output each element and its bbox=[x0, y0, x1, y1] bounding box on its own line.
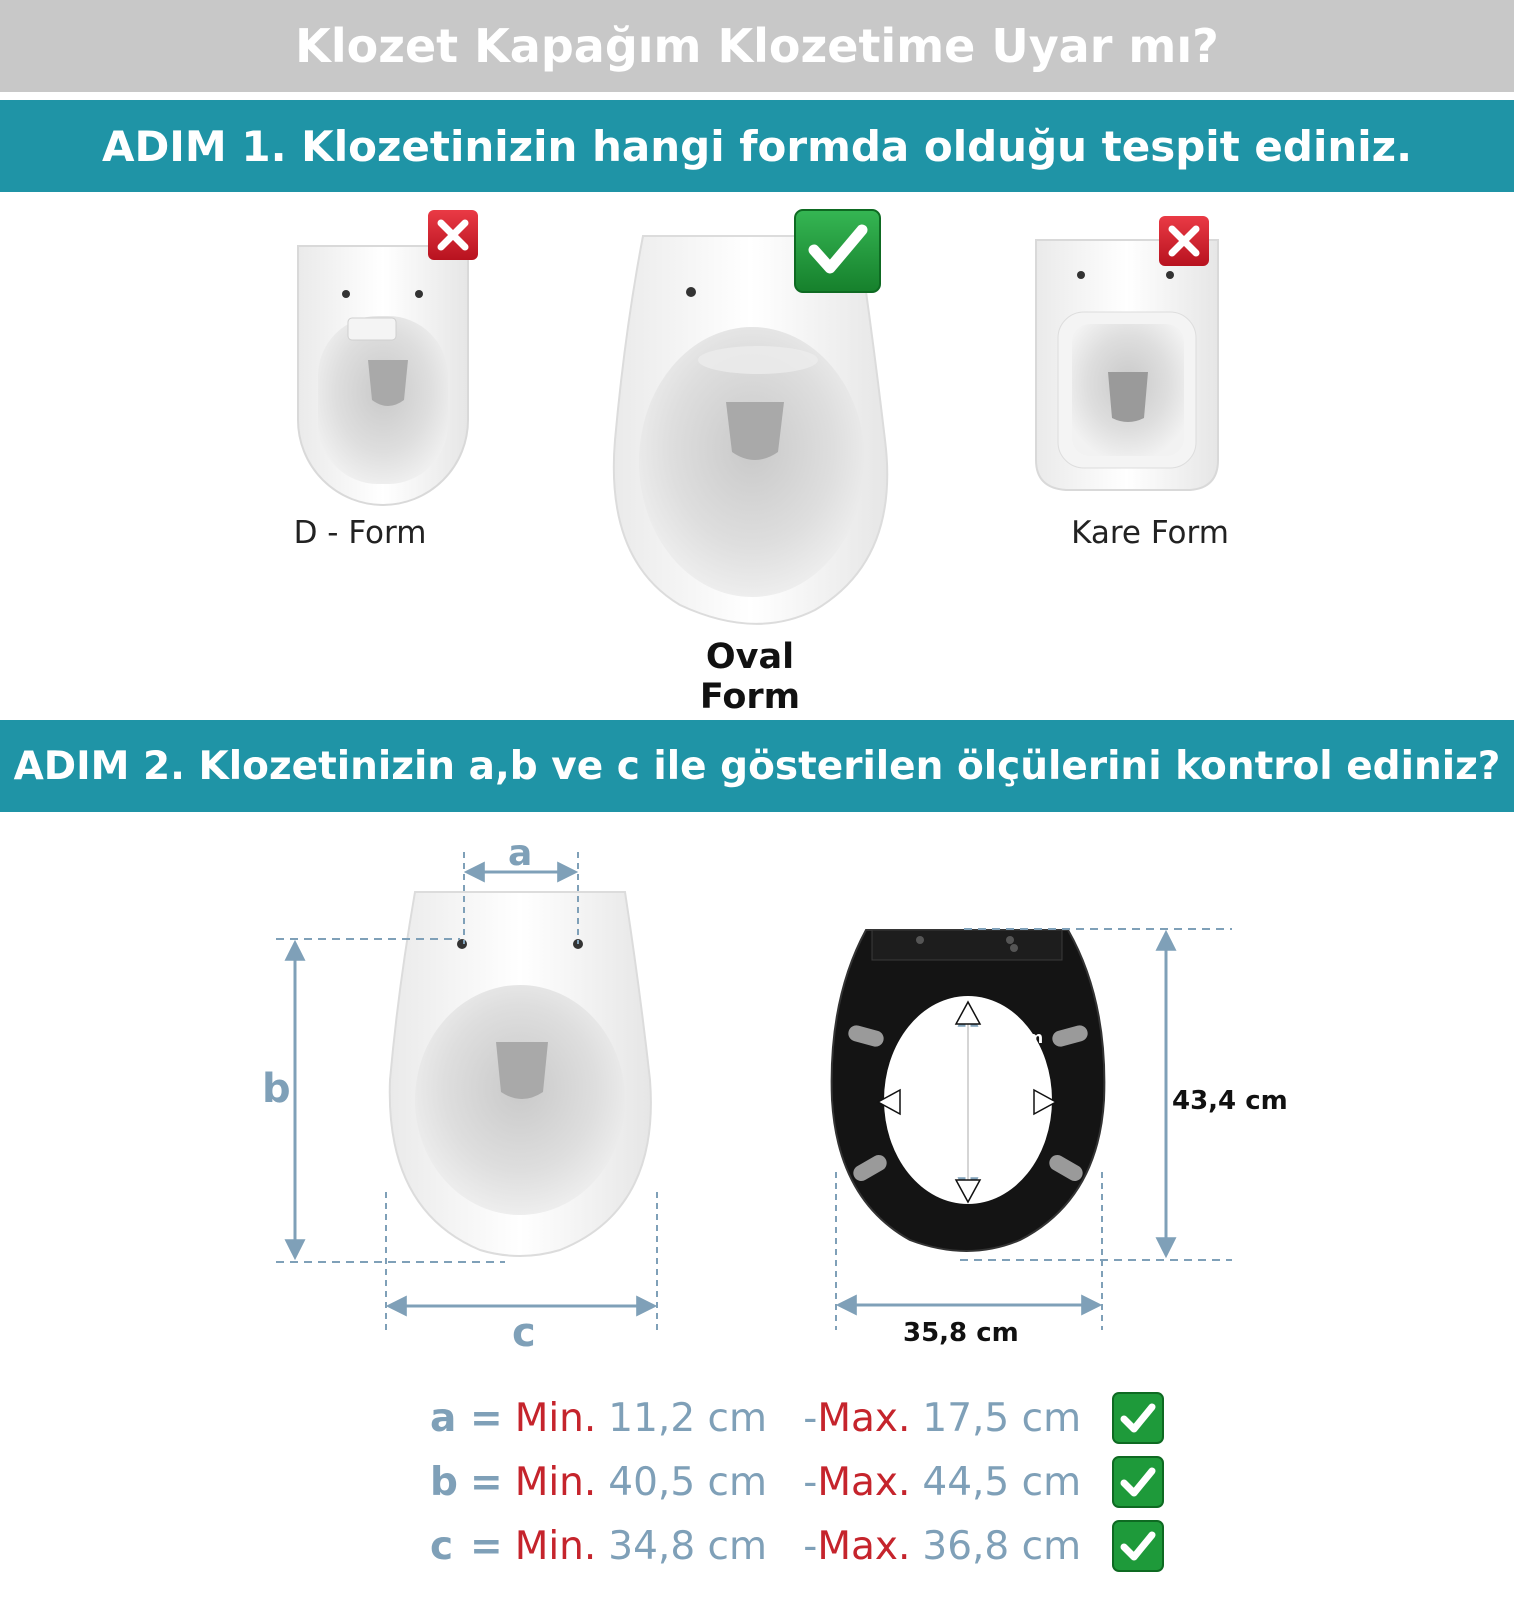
spec-dash: - bbox=[803, 1395, 818, 1441]
spec-var: c bbox=[430, 1523, 454, 1569]
spec-min-label: Min. bbox=[514, 1523, 597, 1569]
spec-min-value: 40,5 cm bbox=[608, 1459, 767, 1505]
spec-var: a bbox=[430, 1395, 457, 1441]
page-title: Klozet Kapağım Klozetime Uyar mı? bbox=[0, 0, 1514, 92]
spec-max-label: Max. bbox=[817, 1523, 911, 1569]
spec-row-c bbox=[430, 1516, 1081, 1576]
spec-var: b bbox=[430, 1459, 458, 1505]
oval-form-label: Oval Form bbox=[699, 637, 801, 717]
spec-max-label: Max. bbox=[817, 1459, 911, 1505]
spec-min-value: 34,8 cm bbox=[608, 1523, 767, 1569]
step2-heading: ADIM 2. Klozetinizin a,b ve c ile gösterilen ölçülerini kontrol ediniz? bbox=[0, 720, 1514, 812]
check-icon bbox=[1112, 1392, 1164, 1444]
dim-label-a: a bbox=[508, 833, 533, 874]
step1-heading: ADIM 1. Klozetinizin hangi formda olduğu tespit ediniz. bbox=[0, 100, 1514, 192]
seat-outer-width: 35,8 cm bbox=[903, 1318, 1019, 1348]
dim-label-c: c bbox=[512, 1310, 536, 1356]
d-form-label: D - Form bbox=[293, 515, 427, 551]
check-icon bbox=[1112, 1520, 1164, 1572]
spec-min-label: Min. bbox=[514, 1395, 597, 1441]
seat-outer-length: 43,4 cm bbox=[1172, 1086, 1288, 1116]
seat-inner-width: 21,9 cm bbox=[892, 1068, 964, 1087]
spec-max-value: 36,8 cm bbox=[922, 1523, 1082, 1569]
check-icon bbox=[1112, 1456, 1164, 1508]
spec-dash: - bbox=[803, 1523, 818, 1569]
spec-eq: = bbox=[470, 1523, 503, 1569]
spec-min-label: Min. bbox=[514, 1459, 597, 1505]
kare-form-label: Kare Form bbox=[1071, 515, 1229, 551]
spec-dash: - bbox=[803, 1459, 818, 1505]
spec-max-label: Max. bbox=[817, 1395, 911, 1441]
spec-max-value: 44,5 cm bbox=[922, 1459, 1082, 1505]
spec-eq: = bbox=[470, 1459, 503, 1505]
spec-max-value: 17,5 cm bbox=[922, 1395, 1082, 1441]
seat-inner-length: 28,2 cm bbox=[972, 1028, 1044, 1047]
spec-eq: = bbox=[470, 1395, 503, 1441]
dim-label-b: b bbox=[262, 1066, 291, 1112]
spec-row-b bbox=[430, 1452, 1081, 1512]
spec-row-a bbox=[430, 1388, 1081, 1448]
spec-min-value: 11,2 cm bbox=[608, 1395, 767, 1441]
